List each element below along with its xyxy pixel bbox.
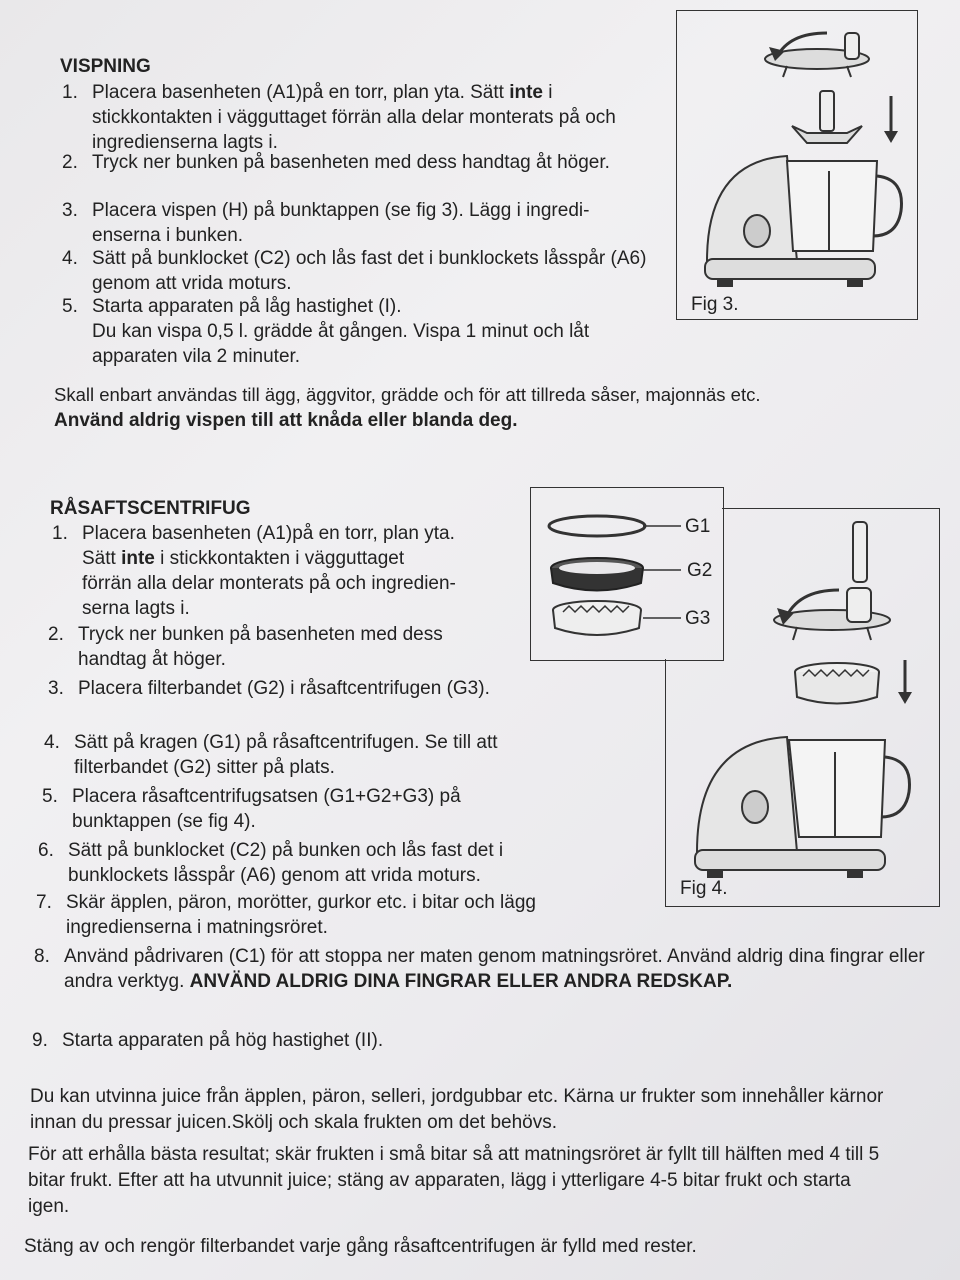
part-label-g3: G3 [685,608,711,629]
figure-3-label: Fig 3. [691,294,739,315]
section-title-vispning: VISPNING [60,56,151,77]
list-item: 3. Placera filterbandet (G2) i råsaftcentrifugen (G3). [48,678,490,699]
list-item: 7. Skär äpplen, päron, morötter, gurkor etc. i bitar och lägg ingredienserna i matningsröret. [36,892,536,938]
list-item: 2. Tryck ner bunken på basenheten med dess handtag åt höger. [48,624,443,670]
figure-4-border-left [665,659,666,907]
figure-4-border-top [722,508,940,509]
list-item: 1. Placera basenheten (A1)på en torr, plan yta. Sätt inte i stickkontakten i vägguttaget förrän alla delar monterats på och ingredienserna lagts i. [62,82,616,153]
list-item: 1. Placera basenheten (A1)på en torr, plan yta. Sätt inte i stickkontakten i vägguttaget förrän alla delar monterats på och ingredien- serna lagts i. [52,523,456,619]
list-item: 4. Sätt på kragen (G1) på råsaftcentrifugen. Se till att filterbandet (G2) sitter på plats. [44,732,498,778]
closing-paragraph-2: För att erhålla bästa resultat; skär frukten i små bitar så att matningsröret är fyllt till hälften med 4 till 5 bitar frukt. Efter att ha utvunnit juice; stäng av apparaten, lägg i ytterligare 4-5 bitar frukt och starta igen. [28,1144,880,1217]
closing-paragraph-1: Du kan utvinna juice från äpplen, päron, selleri, jordgubbar etc. Kärna ur frukter som innehåller kärnor innan du pressar juicen.Skölj och skala frukten om det behövs. [30,1086,884,1133]
juicer-parts-illustration [539,488,659,658]
list-item: 6. Sätt på bunklocket (C2) på bunken och lås fast det i bunklockets låsspår (A6) genom att vrida moturs. [38,840,504,886]
list-item: 2. Tryck ner bunken på basenheten med dess handtag åt höger. [62,152,610,173]
list-item: 5. Placera råsaftcentrifugsatsen (G1+G2+G3) på bunktappen (se fig 4). [42,786,461,832]
list-item: 5. Starta apparaten på låg hastighet (I). Du kan vispa 0,5 l. grädde åt gången. Vispa 1 minut och låt apparaten vila 2 minuter. [62,296,590,367]
list-item: 8. Använd pådrivaren (C1) för att stoppa ner maten genom matningsröret. Använd aldrig dina fingrar eller andra verktyg. ANVÄND ALDRIG DINA FINGRAR ELLER ANDRA REDSKAP. [34,946,925,992]
list-item: 3. Placera vispen (H) på bunktappen (se fig 3). Lägg i ingredi-enserna i bunken. [62,200,590,246]
part-label-g1: G1 [685,516,711,537]
list-item: 9. Starta apparaten på hög hastighet (II). [32,1030,384,1051]
closing-paragraph-3: Stäng av och rengör filterbandet varje gång råsaftcentrifugen är fylld med rester. [24,1236,697,1257]
figure-4-label: Fig 4. [680,878,728,899]
figure-3 [676,10,918,320]
usage-warning: Använd aldrig vispen till att knåda eller blanda deg. [54,410,518,431]
food-processor-juicer-illustration [667,512,937,892]
list-item: 4. Sätt på bunklocket (C2) och lås fast det i bunklockets låsspår (A6) genom att vrida moturs. [62,248,647,294]
food-processor-whisk-illustration [677,11,917,311]
usage-note: Skall enbart användas till ägg, äggvitor, grädde och för att tillreda såser, majonnäs etc. [54,384,761,405]
part-label-g2: G2 [687,560,713,581]
section-title-centrifug: RÅSAFTSCENTRIFUG [50,498,251,519]
